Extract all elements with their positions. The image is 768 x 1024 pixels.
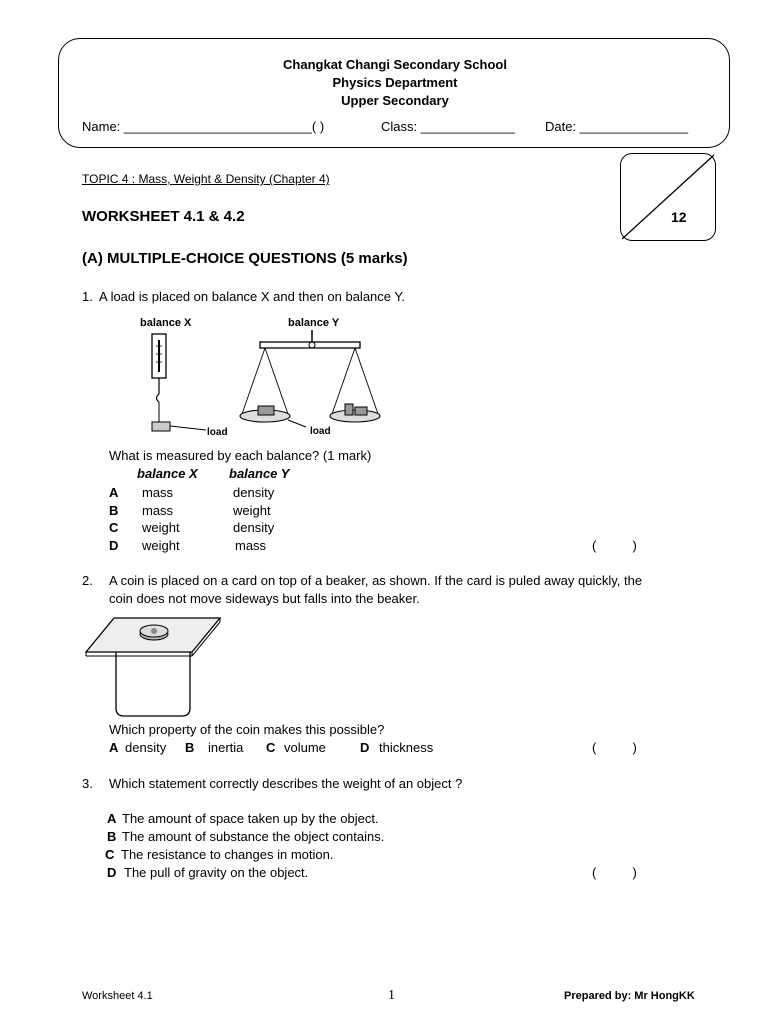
q1-option-y: weight <box>233 503 271 518</box>
q1-option-letter[interactable]: A <box>109 485 119 500</box>
q2-option-letter[interactable]: B <box>185 740 195 755</box>
q1-option-letter[interactable]: B <box>109 503 119 518</box>
q2-prompt: Which property of the coin makes this possible? <box>109 722 385 737</box>
q2-text-line2: coin does not move sideways but falls into the beaker. <box>109 591 420 606</box>
header-box <box>58 38 730 148</box>
load-label-x: load <box>207 427 228 438</box>
q2-option-text: volume <box>284 740 326 755</box>
q3-option-letter[interactable]: A <box>107 811 117 826</box>
q3-option-letter[interactable]: B <box>107 829 117 844</box>
q2-option-text: inertia <box>208 740 244 755</box>
date-field[interactable]: Date: _______________ <box>545 119 689 134</box>
q1-col-y: balance Y <box>229 466 290 481</box>
department-name: Physics Department <box>332 75 458 90</box>
section-title: (A) MULTIPLE-CHOICE QUESTIONS (5 marks) <box>82 250 408 267</box>
q2-option-letter[interactable]: C <box>266 740 276 755</box>
q1-number: 1. <box>82 289 93 304</box>
page-number: 1 <box>388 988 395 1003</box>
q3-number: 3. <box>82 776 93 791</box>
coin-beaker-figure <box>84 612 224 720</box>
q1-text: A load is placed on balance X and then on balance Y. <box>99 289 405 304</box>
q3-option-text: The pull of gravity on the object. <box>124 865 309 880</box>
name-field[interactable]: Name: __________________________( ) <box>82 119 325 134</box>
q2-option-text: thickness <box>379 740 434 755</box>
q2-answer-bracket[interactable]: ( ) <box>592 740 637 755</box>
school-name: Changkat Changi Secondary School <box>283 57 507 72</box>
q1-option-y: mass <box>235 538 267 553</box>
topic-line: TOPIC 4 : Mass, Weight & Density (Chapter 4) <box>82 172 330 186</box>
q3-answer-bracket[interactable]: ( ) <box>592 865 637 880</box>
q2-option-text: density <box>125 740 167 755</box>
q2-text-line1: A coin is placed on a card on top of a beaker, as shown. If the card is puled away quickly, the <box>109 573 643 588</box>
q1-option-letter[interactable]: C <box>109 520 119 535</box>
balance-figure <box>130 312 390 442</box>
score-box <box>620 153 716 241</box>
score-slash <box>620 153 716 241</box>
class-field[interactable]: Class: _____________ <box>381 119 515 134</box>
worksheet-title: WORKSHEET 4.1 & 4.2 <box>82 208 245 225</box>
score-total: 12 <box>671 209 687 225</box>
q3-option-letter[interactable]: D <box>107 865 117 880</box>
q3-text: Which statement correctly describes the weight of an object ? <box>109 776 463 791</box>
q1-col-x: balance X <box>137 466 198 481</box>
q3-option-text: The amount of substance the object contains. <box>122 829 385 844</box>
q2-option-letter[interactable]: A <box>109 740 119 755</box>
q1-option-letter[interactable]: D <box>109 538 119 553</box>
q1-option-x: weight <box>142 538 180 553</box>
q2-option-letter[interactable]: D <box>360 740 370 755</box>
balance-x-label: balance X <box>140 317 192 329</box>
q1-option-y: density <box>233 485 275 500</box>
footer-right: Prepared by: Mr HongKK <box>564 990 695 1002</box>
balance-y-label: balance Y <box>288 317 340 329</box>
q1-option-x: weight <box>142 520 180 535</box>
q1-option-x: mass <box>142 485 174 500</box>
q1-prompt: What is measured by each balance? (1 mark) <box>109 448 372 463</box>
q1-option-y: density <box>233 520 275 535</box>
level-name: Upper Secondary <box>341 93 449 108</box>
q3-option-text: The resistance to changes in motion. <box>121 847 334 862</box>
footer-left: Worksheet 4.1 <box>82 990 153 1002</box>
q2-number: 2. <box>82 573 93 588</box>
q3-option-text: The amount of space taken up by the object. <box>122 811 379 826</box>
load-label-y: load <box>310 426 331 437</box>
q3-option-letter[interactable]: C <box>105 847 115 862</box>
q1-option-x: mass <box>142 503 174 518</box>
q1-answer-bracket[interactable]: ( ) <box>592 538 637 553</box>
